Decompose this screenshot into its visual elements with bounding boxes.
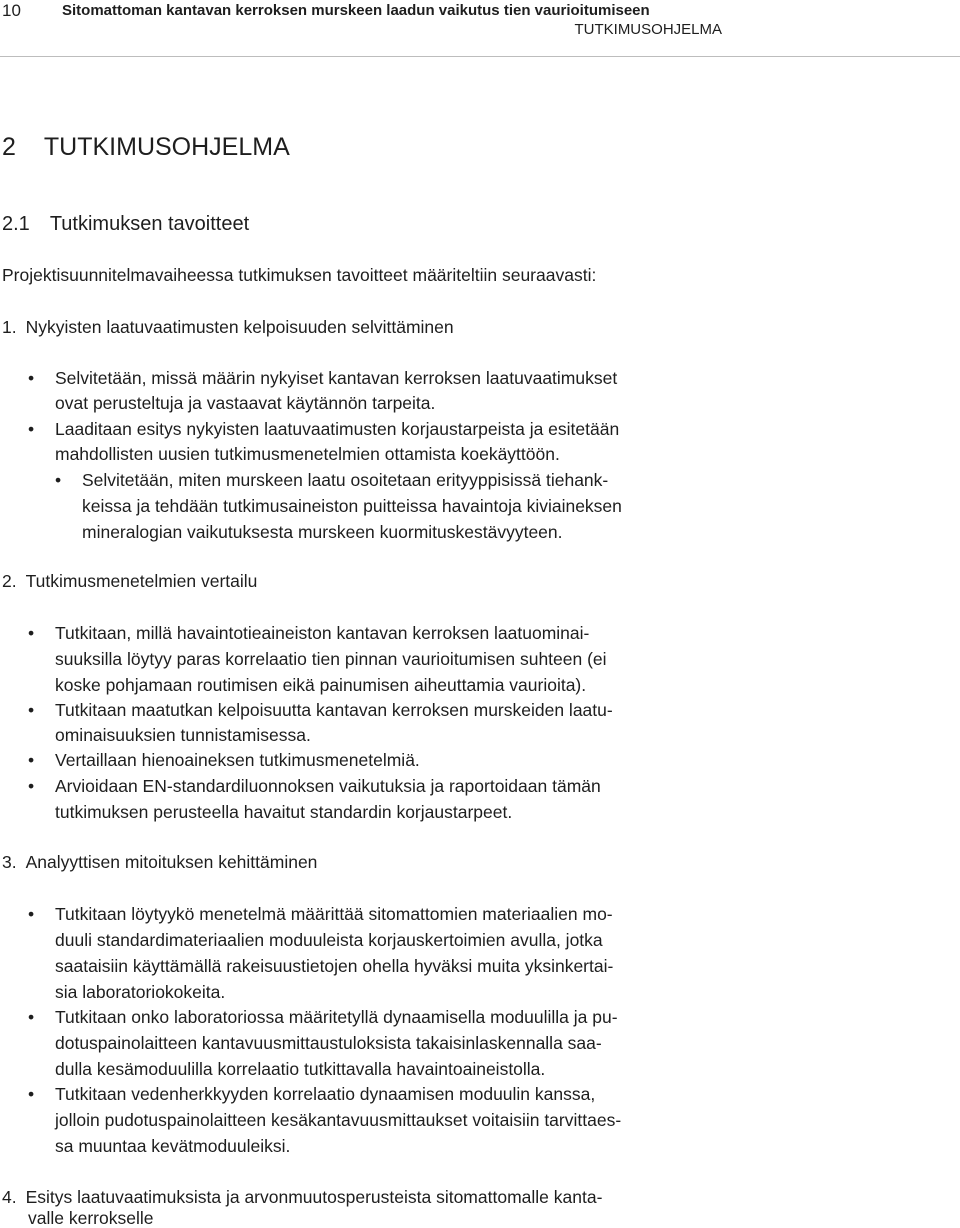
page-number: 10 [2,1,21,20]
item-number: 3. [2,852,17,872]
item-number: 4. [2,1187,17,1207]
list-item-line: jolloin pudotuspainolaitteen kesäkantavuusmittaukset voitaisiin tarvittaes- [55,1110,622,1130]
list-item-line: mineralogian vaikutuksesta murskeen kuormituskestävyyteen. [82,522,563,542]
bullet-icon: • [28,750,35,770]
item-title: Analyyttisen mitoituksen kehittäminen [25,852,318,872]
list-item-line: Selvitetään, missä määrin nykyiset kantavan kerroksen laatuvaatimukset [55,368,618,388]
item-heading-3 [2,850,317,875]
item-number: 2. [2,571,17,591]
chapter-number: 2 [2,133,16,161]
list-item-line: duuli standardimateriaalien moduuleista korjauskertoimien avulla, jotka [55,930,603,950]
list-item-line: Tutkitaan vedenherkkyyden korrelaatio dynaamisen moduulin kanssa, [55,1084,596,1104]
list-item-line: koske pohjamaan routimisen eikä painumisen aiheuttamia vaurioita). [55,675,587,695]
list-item-line: dulla kesämoduulilla korrelaatio tutkittavalla havaintoaineistolla. [55,1059,546,1079]
bullet-icon: • [28,419,35,439]
list-item-line: Selvitetään, miten murskeen laatu osoitetaan erityyppisissä tiehank- [82,470,609,490]
item-heading-1 [2,315,454,340]
bullet-icon: • [28,623,35,643]
running-header [0,0,960,57]
list-item-line: suuksilla löytyy paras korrelaatio tien pinnan vaurioitumisen suhteen (ei [55,649,607,669]
list-item-line: ovat perusteltuja ja vastaavat käytännön tarpeita. [55,393,436,413]
bullet-icon: • [28,1007,35,1027]
section-heading [2,210,249,238]
bullet-icon: • [28,368,35,388]
list-item-line: Laaditaan esitys nykyisten laatuvaatimusten korjaustarpeista ja esitetään [55,419,620,439]
bullet-icon: • [28,904,35,924]
list-item-line: keissa ja tehdään tutkimusaineiston puitteissa havaintoja kiviaineksen [82,496,622,516]
list-item-line: Vertaillaan hienoaineksen tutkimusmenetelmiä. [55,750,420,770]
item-heading-4 [2,1185,602,1210]
bullet-icon: • [55,470,62,490]
chapter-heading [2,131,290,163]
item-title: Tutkimusmenetelmien vertailu [25,571,258,591]
list-item-line: sa muuntaa kevätmoduuleiksi. [55,1136,291,1156]
bullet-icon: • [28,700,35,720]
item-title: Nykyisten laatuvaatimusten kelpoisuuden selvittäminen [25,317,454,337]
running-title: Sitomattoman kantavan kerroksen murskeen laadun vaikutus tien vaurioitumiseen [62,2,650,19]
list-item-line: Tutkitaan, millä havaintotieaineiston kantavan kerroksen laatuominai- [55,623,590,643]
item-title-line: valle kerrokselle [28,1208,154,1228]
list-item-line: tutkimuksen perusteella havaitut standardin korjaustarpeet. [55,802,513,822]
intro-paragraph: Projektisuunnitelmavaiheessa tutkimuksen tavoitteet määriteltiin seuraavasti: [2,265,597,285]
section-title: Tutkimuksen tavoitteet [49,213,250,235]
list-item-line: mahdollisten uusien tutkimusmenetelmien ottamista koekäyttöön. [55,444,560,464]
item-heading-2 [2,569,257,594]
list-item-line: Arvioidaan EN-standardiluonnoksen vaikutuksia ja raportoidaan tämän [55,776,601,796]
list-item-line: dotuspainolaitteen kantavuusmittaustuloksista takaisinlaskennalla saa- [55,1033,602,1053]
list-item-line: sia laboratoriokokeita. [55,982,226,1002]
running-subtitle: TUTKIMUSOHJELMA [574,21,722,38]
list-item-line: saataisiin käyttämällä rakeisuustietojen ohella hyväksi muita yksinkertai- [55,956,614,976]
list-item-line: ominaisuuksien tunnistamisessa. [55,725,311,745]
bullet-icon: • [28,1084,35,1104]
list-item-line: Tutkitaan maatutkan kelpoisuutta kantavan kerroksen murskeiden laatu- [55,700,613,720]
section-number: 2.1 [2,213,30,235]
list-item-line: Tutkitaan löytyykö menetelmä määrittää sitomattomien materiaalien mo- [55,904,613,924]
list-item-line: Tutkitaan onko laboratoriossa määritetyllä dynaamisella moduulilla ja pu- [55,1007,618,1027]
item-title-line: Esitys laatuvaatimuksista ja arvonmuutosperusteista sitomattomalle kanta- [25,1187,603,1207]
bullet-icon: • [28,776,35,796]
chapter-title: TUTKIMUSOHJELMA [43,133,290,161]
item-number: 1. [2,317,17,337]
